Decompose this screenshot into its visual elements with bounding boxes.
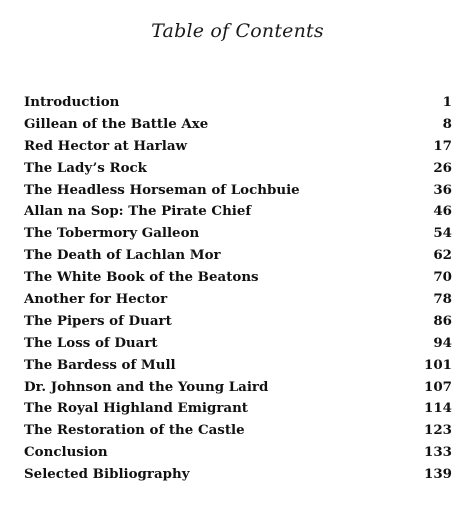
toc-entry [24,182,452,204]
toc-entry-page: 139 [424,466,452,483]
toc-entry [24,335,452,357]
toc-entry-page: 26 [433,159,452,176]
toc-title: Table of Contents [151,20,324,42]
toc-entry [24,225,452,247]
toc-entry [24,291,452,313]
toc-entry-page: 54 [433,225,452,242]
toc-entry-title: The Restoration of the Castle [24,422,245,439]
toc-entry-page: 133 [424,444,452,461]
toc-entry-page: 70 [433,269,452,286]
toc-entry-page: 1 [442,94,452,110]
toc-entry-page: 17 [433,137,452,154]
toc-entry-page: 8 [442,115,452,132]
toc-entry [24,379,452,401]
toc-entry-title: Introduction [24,94,120,110]
toc-entry [24,116,452,138]
toc-entry [24,466,452,488]
toc-entry [24,269,452,291]
toc-entry-title: The Tobermory Galleon [24,225,200,242]
toc-entry-title: The Loss of Duart [24,334,158,351]
toc-entry [24,357,452,379]
toc-entry-page: 62 [433,247,452,264]
toc-entry-page: 78 [433,291,452,308]
toc-entry-page: 123 [424,422,452,439]
toc-entry-title: Red Hector at Harlaw [24,137,188,154]
toc-entry-page: 36 [433,181,452,198]
toc-entry-title: Conclusion [24,444,108,461]
toc-entry-title: The Royal Highland Emigrant [24,400,248,417]
toc-entry-title: Gillean of the Battle Axe [24,115,209,132]
toc-entry-title: Dr. Johnson and the Young Laird [24,378,269,395]
toc-entry-title: Another for Hector [24,291,168,308]
toc-entry-page: 107 [424,378,452,395]
toc-entry [24,160,452,182]
toc-entry-page: 94 [433,334,452,351]
toc-entry-title: The Headless Horseman of Lochbuie [24,181,300,198]
toc-entry [24,444,452,466]
toc-entry-page: 114 [424,400,452,417]
toc-entry [24,94,452,116]
toc-entry-page: 86 [433,312,452,329]
toc-entry [24,400,452,422]
toc-entry-title: The Pipers of Duart [24,312,172,329]
toc-entry [24,422,452,444]
toc-entry-title: Selected Bibliography [24,466,190,483]
toc-entry-page: 46 [433,203,452,220]
toc-entry [24,203,452,225]
toc-entry-page: 101 [424,356,452,373]
toc-list [24,94,452,488]
toc-entry-title: The Lady’s Rock [24,159,147,176]
toc-entry [24,138,452,160]
toc-entry-title: The Death of Lachlan Mor [24,247,221,264]
toc-entry-title: The White Book of the Beatons [24,269,259,286]
toc-entry [24,313,452,335]
toc-entry-title: The Bardess of Mull [24,356,176,373]
toc-entry-title: Allan na Sop: The Pirate Chief [24,203,252,220]
toc-entry [24,247,452,269]
